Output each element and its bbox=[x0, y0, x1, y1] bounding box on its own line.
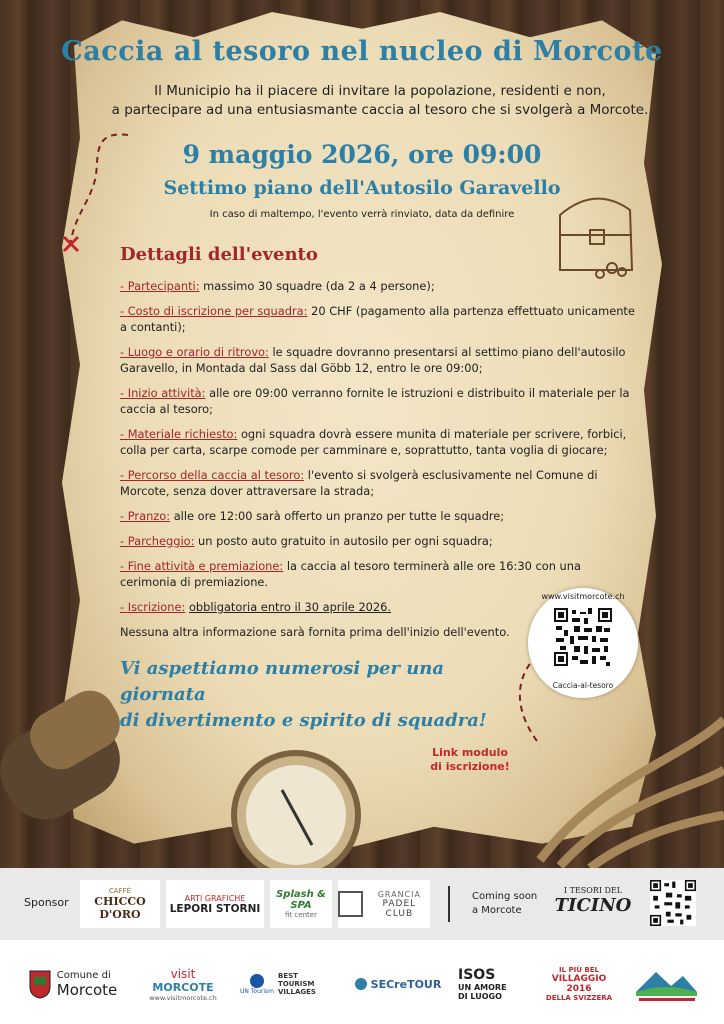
chicco-doro-logo[interactable] bbox=[80, 880, 160, 928]
item-text: 20 CHF (pagamento alla partenza effettuato unicamente a contanti); bbox=[120, 304, 635, 334]
piu-bel-line-2: VILLAGGIO bbox=[551, 974, 607, 984]
splash-spa-logo[interactable] bbox=[270, 880, 332, 928]
isos-line-1: ISOS bbox=[458, 967, 496, 983]
item-text: la caccia al tesoro terminerà alle ore 16:30 con una cerimonia di premiazione. bbox=[120, 559, 581, 589]
chicco-small-text: CAFFÈ bbox=[108, 887, 132, 895]
intro-text bbox=[100, 82, 660, 120]
un-globe-icon bbox=[250, 974, 264, 988]
village-landscape-icon bbox=[631, 962, 701, 1006]
details-title: Dettagli dell'evento bbox=[120, 244, 318, 265]
item-text: alle ore 09:00 verranno fornite le istruzioni e distribuito il materiale per la caccia al tesoro; bbox=[120, 386, 630, 416]
isos-logo[interactable] bbox=[458, 958, 528, 1010]
list-item bbox=[120, 303, 635, 335]
event-date: 9 maggio 2026, ore 09:00 bbox=[182, 140, 542, 169]
item-label: - Materiale richiesto: bbox=[120, 427, 238, 441]
coming-soon-line-1: Coming soon bbox=[472, 891, 538, 902]
item-label: - Iscrizione: bbox=[120, 600, 186, 614]
treasure-chest-icon bbox=[560, 199, 632, 278]
tesori-big-text: TICINO bbox=[554, 895, 632, 916]
link-line-2: di iscrizione! bbox=[430, 760, 510, 773]
list-item bbox=[120, 467, 635, 499]
tesori-qr-code-icon[interactable] bbox=[650, 880, 696, 926]
comune-line-2: Morcote bbox=[56, 980, 118, 999]
page-title: Caccia al tesoro nel nucleo di Morcote bbox=[61, 36, 663, 67]
secretour-logo[interactable] bbox=[348, 958, 448, 1010]
chicco-big-text: CHICCO D'ORO bbox=[94, 895, 146, 921]
piu-bel-year: 2016 bbox=[566, 984, 592, 994]
list-item bbox=[120, 426, 635, 458]
registration-link-label[interactable] bbox=[410, 746, 530, 774]
item-label: - Inizio attività: bbox=[120, 386, 206, 400]
closing-line-2: di divertimento e spirito di squadra! bbox=[120, 710, 487, 731]
item-text: le squadre dovranno presentarsi al settimo piano dell'autosilo Garavello, in Montada dal Sass dal Göbb 12, entro le ore 09:00; bbox=[120, 345, 626, 375]
item-text: ogni squadra dovrà essere munita di materiale per scrivere, forbici, colla per carta, scarpe comode per camminare e, soprattutto, tanta voglia di giocare; bbox=[120, 427, 627, 457]
borghi-badge-logo[interactable] bbox=[628, 958, 704, 1010]
spyglass-image bbox=[0, 682, 134, 834]
link-line-1: Link modulo bbox=[432, 746, 508, 759]
intro-line-1: Il Municipio ha il piacere di invitare la popolazione, residenti e non, bbox=[154, 83, 606, 99]
visit-line-2: MORCOTE bbox=[152, 980, 214, 994]
best-tourism-text: BEST TOURISM VILLAGES bbox=[278, 972, 316, 996]
qr-caption: Caccia-al-tesoro bbox=[552, 681, 614, 690]
list-item bbox=[120, 385, 635, 417]
piu-bel-line-1: IL PIÙ BEL bbox=[559, 966, 599, 974]
item-label: - Costo di iscrizione per squadra: bbox=[120, 304, 308, 318]
compass-image bbox=[234, 753, 358, 868]
divider bbox=[448, 886, 450, 922]
item-text: un posto auto gratuito in autosilo per ogni squadra; bbox=[194, 534, 493, 548]
closing-message bbox=[120, 656, 500, 734]
weather-note: In caso di maltempo, l'evento verrà rinviato, data da definire bbox=[209, 209, 515, 220]
comune-morcote-logo[interactable] bbox=[18, 958, 128, 1010]
item-label: - Fine attività e premiazione: bbox=[120, 559, 284, 573]
item-label: - Pranzo: bbox=[120, 509, 171, 523]
list-item bbox=[120, 533, 635, 549]
lepori-small-text: ARTI GRAFICHE bbox=[184, 893, 246, 903]
coming-soon-line-2: a Morcote bbox=[472, 905, 522, 916]
list-item bbox=[120, 558, 635, 590]
item-text: massimo 30 squadre (da 2 a 4 persone); bbox=[199, 279, 435, 293]
secretour-icon bbox=[355, 978, 367, 990]
tesori-ticino-logo[interactable] bbox=[548, 886, 638, 916]
list-item bbox=[120, 278, 635, 294]
qr-code-badge[interactable] bbox=[528, 588, 638, 698]
partner-logos-bar bbox=[0, 940, 724, 1024]
lepori-big-text: LEPORI STORNI bbox=[169, 902, 261, 915]
visit-morcote-logo[interactable] bbox=[138, 958, 228, 1010]
item-label: - Partecipanti: bbox=[120, 279, 200, 293]
grancia-bottom-text: PADEL CLUB bbox=[382, 898, 417, 919]
grancia-padel-logo[interactable] bbox=[338, 880, 430, 928]
item-text: l'evento si svolgerà esclusivamente nel Comune di Morcote, senza dover attraversare la strada; bbox=[120, 468, 598, 498]
x-mark-icon bbox=[64, 237, 78, 251]
sponsor-label: Sponsor bbox=[24, 896, 69, 909]
visit-line-3: www.visitmorcote.ch bbox=[149, 993, 217, 1002]
padel-court-icon bbox=[338, 891, 363, 917]
coming-soon-text bbox=[472, 890, 537, 918]
list-item bbox=[120, 508, 635, 524]
no-info-note: Nessuna altra informazione sarà fornita prima dell'inizio dell'evento. bbox=[120, 625, 510, 639]
lepori-storni-logo[interactable] bbox=[166, 880, 264, 928]
item-label: - Parcheggio: bbox=[120, 534, 195, 548]
list-item bbox=[120, 344, 635, 376]
splash-sub-text: fit center bbox=[285, 911, 317, 919]
secretour-text: SECreTOUR bbox=[370, 977, 442, 991]
un-tourism-text: UN Tourism bbox=[239, 987, 274, 995]
comune-line-1: Comune di bbox=[56, 969, 111, 981]
item-text: alle ore 12:00 sarà offerto un pranzo per tutte le squadre; bbox=[170, 509, 505, 523]
event-place: Settimo piano dell'Autosilo Garavello bbox=[163, 177, 561, 199]
rope-image bbox=[540, 720, 724, 868]
coat-of-arms-icon bbox=[29, 969, 51, 999]
intro-line-2: a partecipare ad una entusiasmante caccia al tesoro che si svolgerà a Morcote. bbox=[111, 102, 649, 118]
closing-line-1: Vi aspettiamo numerosi per una giornata bbox=[120, 658, 445, 705]
visit-line-1: visit bbox=[170, 966, 196, 981]
isos-line-3: DI LUOGO bbox=[458, 992, 502, 1001]
qr-code-icon[interactable] bbox=[554, 608, 612, 666]
un-tourism-logo[interactable] bbox=[236, 958, 336, 1010]
piu-bel-villaggio-logo[interactable] bbox=[538, 958, 620, 1010]
splash-text: Splash & SPA bbox=[276, 889, 326, 911]
qr-url: www.visitmorcote.ch bbox=[541, 592, 625, 601]
iscrizione-deadline: obbligatoria entro il 30 aprile 2026. bbox=[188, 600, 392, 614]
piu-bel-line-3: DELLA SVIZZERA bbox=[545, 994, 613, 1002]
tesori-small-text: I TESORI DEL bbox=[563, 886, 623, 895]
grancia-top-text: GRANCIA bbox=[377, 889, 421, 899]
item-label: - Percorso della caccia al tesoro: bbox=[120, 468, 305, 482]
sponsor-bar bbox=[0, 868, 724, 940]
item-label: - Luogo e orario di ritrovo: bbox=[120, 345, 269, 359]
isos-line-2: UN AMORE bbox=[458, 983, 507, 992]
